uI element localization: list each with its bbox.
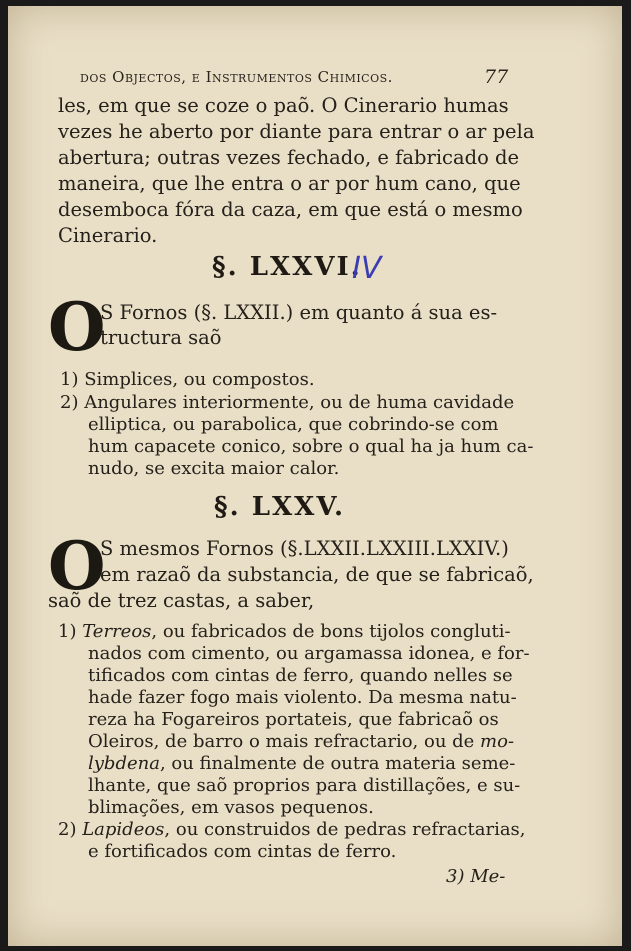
- text-line: nados com cimento, ou argamassa idonea, e for-: [88, 643, 530, 664]
- drop-cap: O: [48, 527, 106, 605]
- text-line: e fortificados com cintas de ferro.: [88, 841, 397, 862]
- text-line: lybdena, ou finalmente de outra materia seme-: [88, 753, 516, 774]
- text-line: Cinerario.: [58, 224, 158, 247]
- drop-cap: O: [48, 288, 106, 366]
- text-line: em razaõ da substancia, de que se fabricaõ,: [100, 563, 534, 586]
- catchword: 3) Me-: [446, 866, 506, 887]
- running-title: dos Objectos, e Instrumentos Chimicos.: [80, 68, 393, 86]
- text-line: hade fazer fogo mais violento. Da mesma natu-: [88, 687, 517, 708]
- text-line: reza ha Fogareiros portateis, que fabricaõ os: [88, 709, 499, 730]
- list-item: 2) Lapideos, ou construidos de pedras refractarias,: [58, 819, 526, 840]
- list-item: hum capacete conico, sobre o qual ha ja hum ca-: [88, 436, 534, 457]
- text-line: maneira, que lhe entra o ar por hum cano, que: [58, 172, 521, 195]
- list-item: elliptica, ou parabolica, que cobrindo-se com: [88, 414, 499, 435]
- text-line: tructura saõ: [100, 326, 222, 349]
- text-line: tificados com cintas de ferro, quando nelles se: [88, 665, 513, 686]
- list-item: 1) Terreos, ou fabricados de bons tijolos congluti-: [58, 621, 511, 642]
- text-line: S mesmos Fornos (§.LXXII.LXXIII.LXXIV.): [100, 537, 509, 560]
- book-page: [8, 6, 622, 946]
- section-title: §. LXXV.: [214, 492, 346, 522]
- text-line: S Fornos (§. LXXII.) em quanto á sua es-: [100, 301, 498, 324]
- text-line: vezes he aberto por diante para entrar o ar pela: [58, 120, 535, 143]
- text-line: Oleiros, de barro o mais refractario, ou de mo-: [88, 731, 515, 752]
- text-line: blimações, em vasos pequenos.: [88, 797, 374, 818]
- text-line: les, em que se coze o paõ. O Cinerario humas: [58, 94, 509, 117]
- text-line: desemboca fóra da caza, em que está o mesmo: [58, 198, 523, 221]
- text-line: abertura; outras vezes fechado, e fabricado de: [58, 146, 520, 169]
- handwritten-annotation: IV: [352, 251, 382, 286]
- list-item: 2) Angulares interiormente, ou de huma cavidade: [60, 392, 515, 413]
- page-number: 77: [484, 66, 509, 88]
- section-title: §. LXXVI.: [212, 252, 362, 282]
- list-item: nudo, se excita maior calor.: [88, 458, 340, 479]
- list-item: 1) Simplices, ou compostos.: [60, 369, 315, 390]
- emphasis: Lapideos: [82, 819, 165, 840]
- text-line: saõ de trez castas, a saber,: [48, 589, 315, 612]
- emphasis: Terreos: [82, 621, 152, 642]
- text-line: lhante, que saõ proprios para distillações, e su-: [88, 775, 521, 796]
